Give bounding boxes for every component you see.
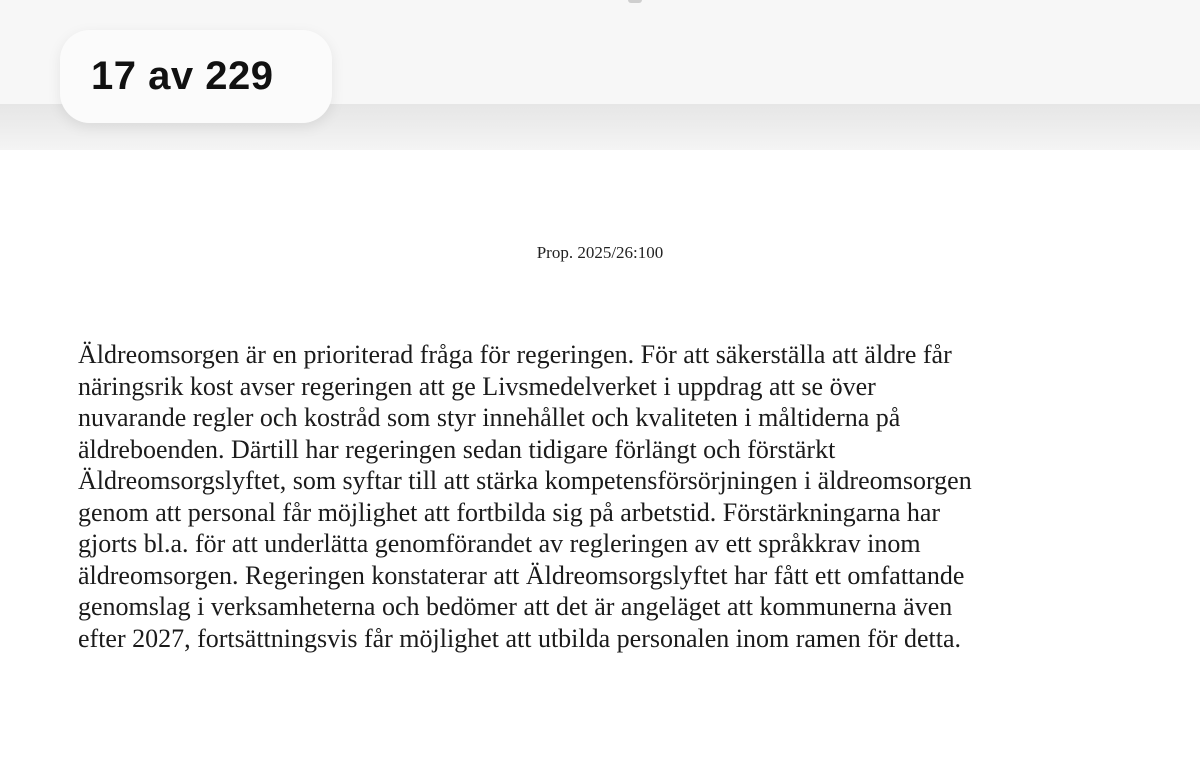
paragraph-line: nuvarande regler och kostråd som styr innehållet och kvaliteten i måltiderna på	[78, 403, 901, 432]
document-header: Prop. 2025/26:100	[536, 243, 664, 262]
paragraph-line: genom att personal får möjlighet att fortbilda sig på arbetstid. Förstärkningarna har	[78, 497, 941, 527]
paragraph-line: äldreomsorgen. Regeringen konstaterar att Äldreomsorgslyftet har fått ett omfattande	[78, 560, 965, 590]
document-paragraph	[78, 339, 1138, 654]
paragraph-line: efter 2027, fortsättningsvis får möjlighet att utbilda personalen inom ramen för detta.	[78, 623, 962, 653]
paragraph-line: gjorts bl.a. för att underlätta genomförandet av regleringen av ett språkkrav inom	[78, 529, 921, 558]
paragraph-line: näringsrik kost avser regeringen att ge Livsmedelverket i uppdrag att se över	[78, 371, 876, 401]
page-counter-badge: 17 av 229	[60, 30, 332, 123]
paragraph-line: äldreboenden. Därtill har regeringen sedan tidigare förlängt och förstärkt	[78, 434, 836, 464]
paragraph-line: genomslag i verksamheterna och bedömer att det är angeläget att kommunerna även	[78, 592, 953, 621]
previous-page-fragment	[628, 0, 642, 3]
paragraph-line: Äldreomsorgslyftet, som syftar till att stärka kompetensförsörjningen i äldreomsorgen	[78, 466, 972, 495]
paragraph-line: Äldreomsorgen är en prioriterad fråga för regeringen. För att säkerställa att äldre får	[78, 340, 952, 369]
